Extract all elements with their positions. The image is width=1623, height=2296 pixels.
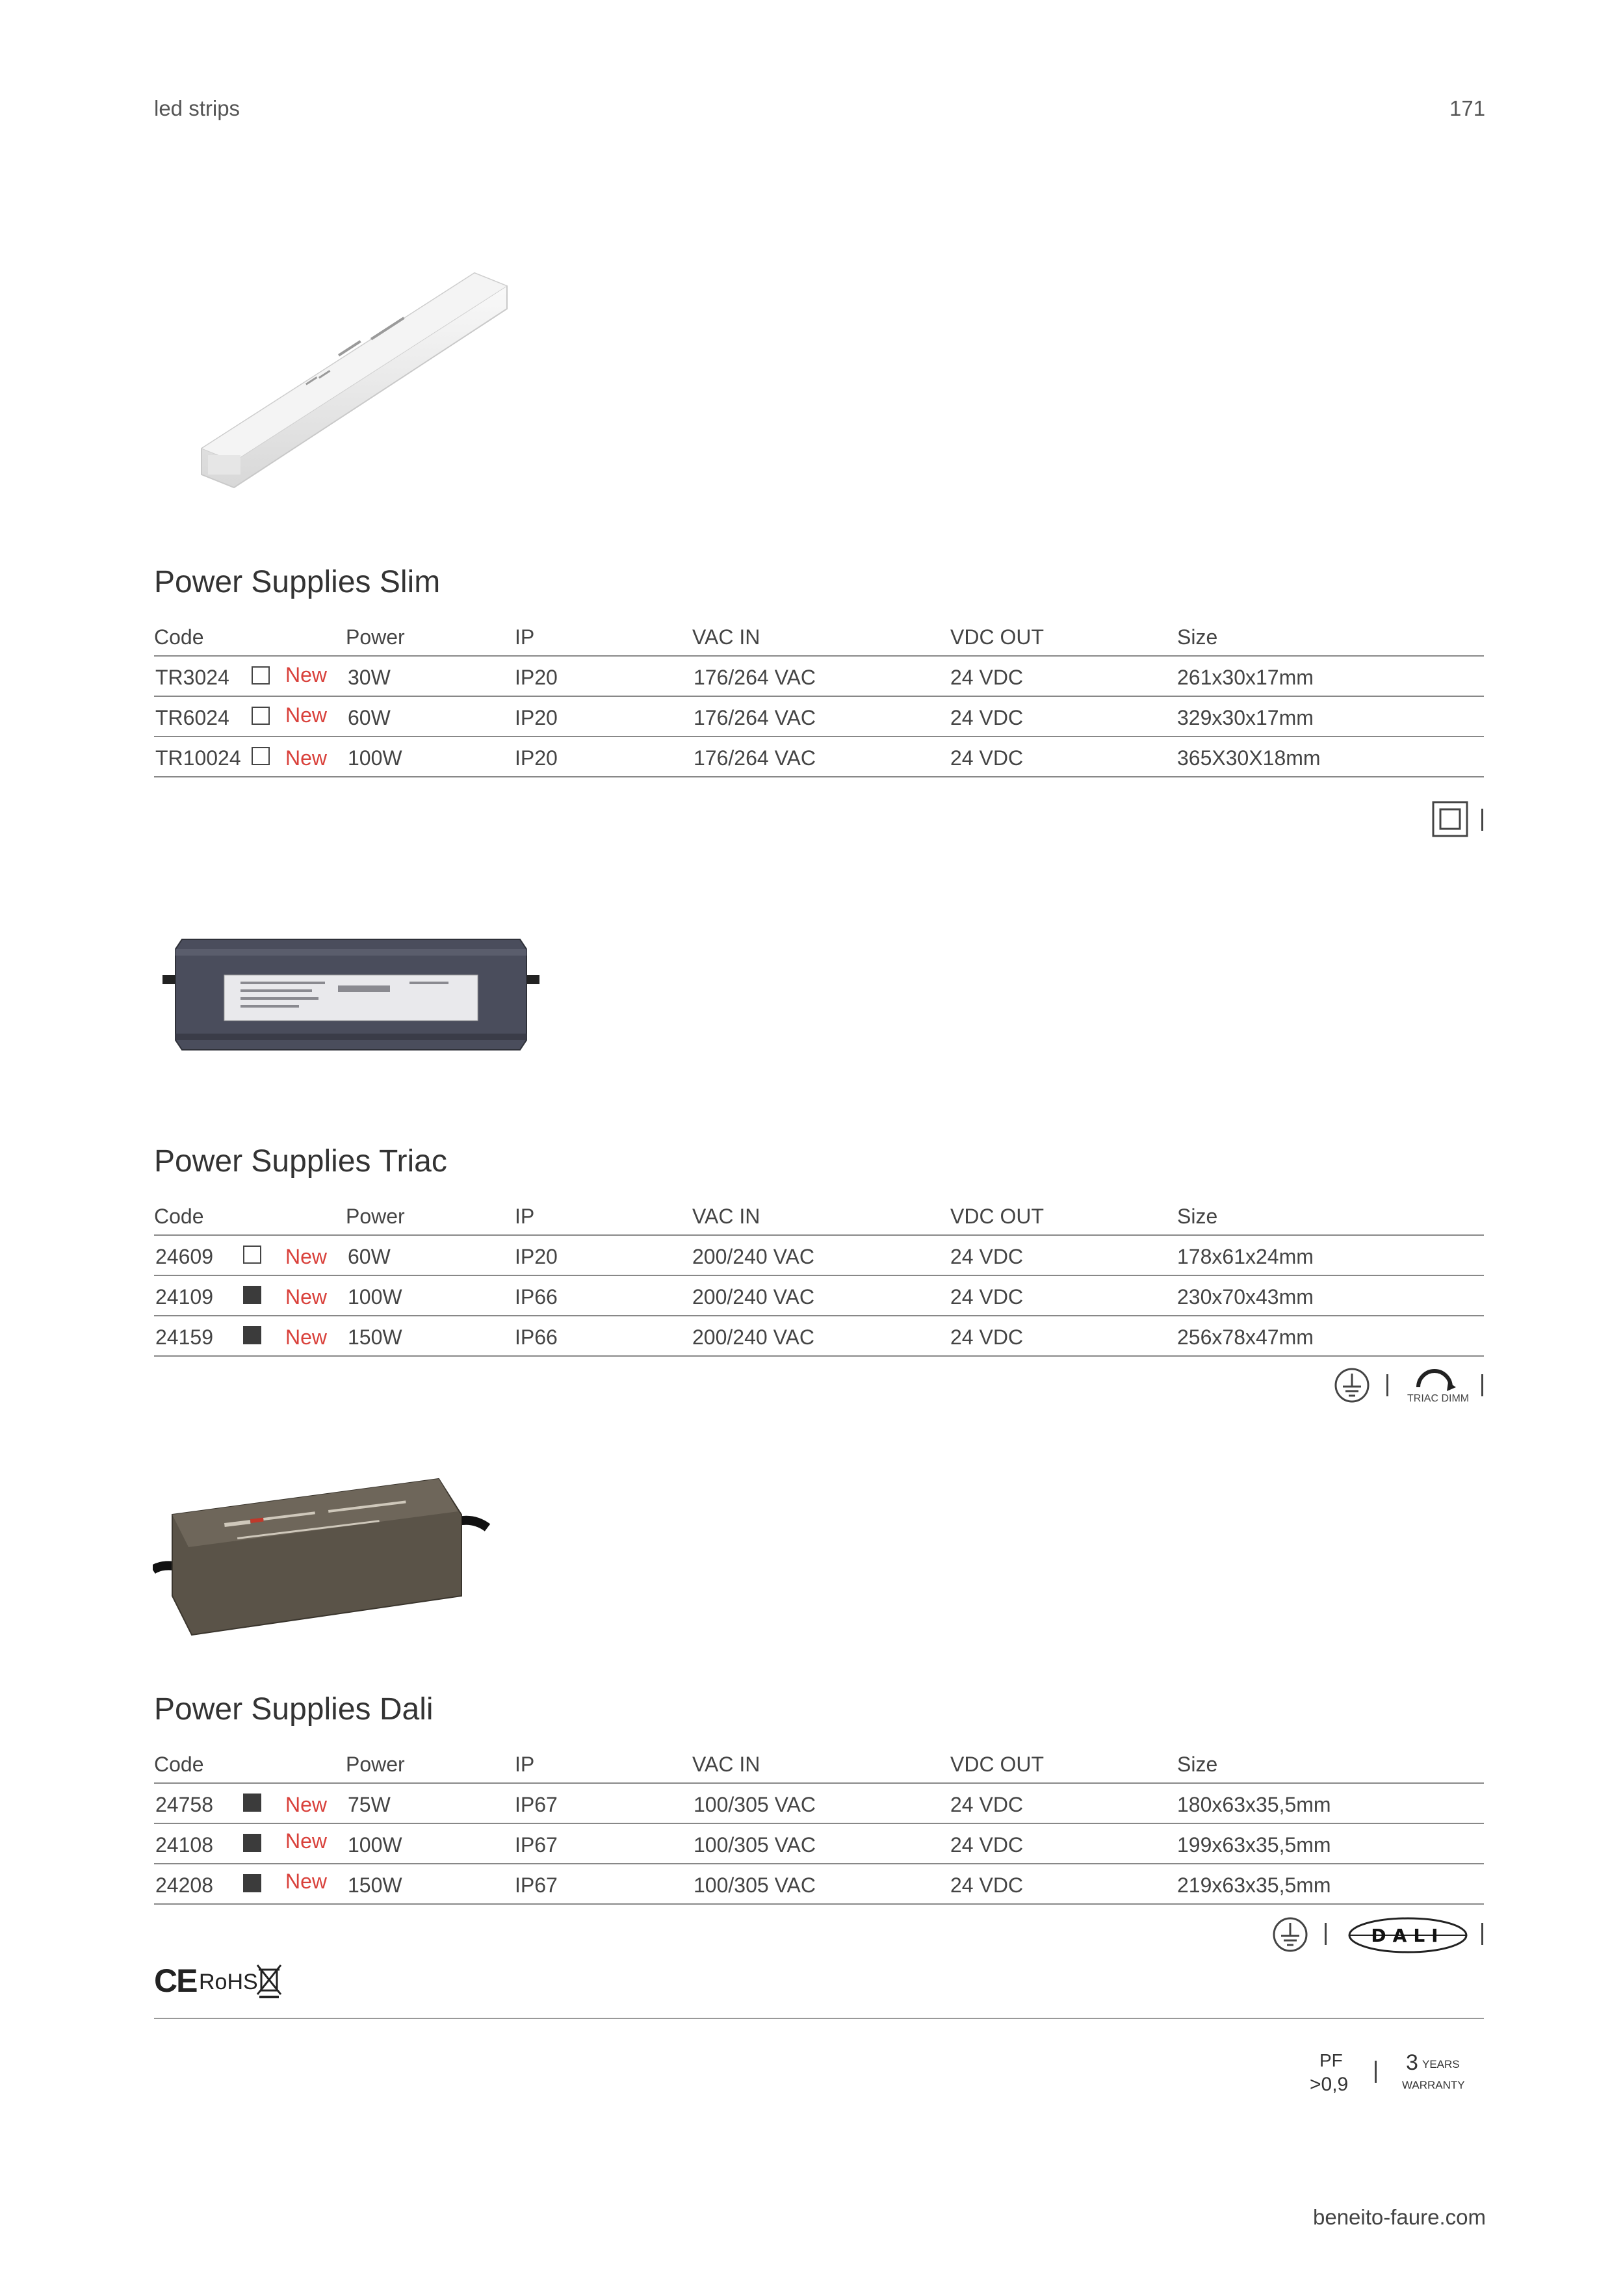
row-vdc: 24 VDC bbox=[950, 746, 1024, 770]
new-badge: New bbox=[285, 1245, 328, 1268]
row-ip: IP20 bbox=[515, 666, 558, 689]
section-title-slim: Power Supplies Slim bbox=[154, 565, 441, 599]
dali-table bbox=[154, 1743, 1484, 1905]
table-header bbox=[154, 1195, 1484, 1236]
row-size: 261x30x17mm bbox=[1177, 666, 1314, 689]
table-row bbox=[154, 657, 1484, 697]
pf-label: PF bbox=[1319, 2050, 1343, 2070]
row-code: 24609 bbox=[155, 1245, 213, 1268]
checkbox-filled-icon bbox=[243, 1794, 261, 1812]
rohs-label: RoHS bbox=[199, 1970, 258, 1994]
row-size: 365X30X18mm bbox=[1177, 746, 1321, 770]
col-size: Size bbox=[1177, 625, 1218, 649]
footer-divider bbox=[154, 2018, 1484, 2019]
section-title-dali: Power Supplies Dali bbox=[154, 1692, 434, 1727]
warranty-word: WARRANTY bbox=[1402, 2079, 1465, 2091]
table-header bbox=[154, 1743, 1484, 1784]
row-code: 24109 bbox=[155, 1285, 213, 1309]
table-row bbox=[154, 1864, 1484, 1905]
new-badge: New bbox=[285, 1285, 328, 1309]
table-row bbox=[154, 1824, 1484, 1864]
section-title-triac: Power Supplies Triac bbox=[154, 1144, 447, 1179]
col-vdc-out: VDC OUT bbox=[950, 1753, 1044, 1776]
row-ip: IP67 bbox=[515, 1793, 558, 1816]
row-vdc: 24 VDC bbox=[950, 1873, 1024, 1897]
checkbox-filled-icon bbox=[243, 1834, 261, 1852]
table-row bbox=[154, 1316, 1484, 1357]
separator bbox=[1481, 1923, 1483, 1945]
separator bbox=[1325, 1923, 1327, 1945]
row-ip: IP20 bbox=[515, 1245, 558, 1268]
row-size: 256x78x47mm bbox=[1177, 1325, 1314, 1349]
row-size: 230x70x43mm bbox=[1177, 1285, 1314, 1309]
row-vdc: 24 VDC bbox=[950, 666, 1024, 689]
col-power: Power bbox=[346, 1205, 405, 1228]
col-code: Code bbox=[154, 1205, 204, 1228]
row-vac: 200/240 VAC bbox=[692, 1325, 814, 1349]
row-code: TR6024 bbox=[155, 706, 229, 729]
row-vac: 100/305 VAC bbox=[694, 1793, 816, 1816]
table-row bbox=[154, 1236, 1484, 1276]
new-badge: New bbox=[285, 1793, 328, 1816]
table-row bbox=[154, 697, 1484, 737]
new-badge: New bbox=[285, 1829, 328, 1853]
table-row bbox=[154, 737, 1484, 777]
row-vac: 200/240 VAC bbox=[692, 1245, 814, 1268]
col-ip: IP bbox=[515, 1205, 535, 1228]
warranty-years: YEARS bbox=[1422, 2058, 1460, 2070]
col-vdc-out: VDC OUT bbox=[950, 625, 1044, 649]
row-vdc: 24 VDC bbox=[950, 706, 1024, 729]
row-power: 100W bbox=[348, 746, 402, 770]
row-size: 219x63x35,5mm bbox=[1177, 1873, 1331, 1897]
row-vdc: 24 VDC bbox=[950, 1325, 1024, 1349]
col-ip: IP bbox=[515, 625, 535, 649]
row-vac: 100/305 VAC bbox=[694, 1833, 816, 1857]
row-vac: 176/264 VAC bbox=[694, 666, 816, 689]
new-badge: New bbox=[285, 703, 328, 727]
triac-table bbox=[154, 1195, 1484, 1357]
triac-dimm-label: TRIAC DIMM bbox=[1407, 1393, 1470, 1404]
row-size: 178x61x24mm bbox=[1177, 1245, 1314, 1268]
row-ip: IP66 bbox=[515, 1285, 558, 1309]
checkbox-outline-icon bbox=[243, 1246, 261, 1264]
row-code: 24208 bbox=[155, 1873, 213, 1897]
separator bbox=[1386, 1374, 1388, 1396]
earth-ground-icon bbox=[1334, 1367, 1370, 1403]
triac-power-supply-image bbox=[162, 930, 539, 1060]
table-header bbox=[154, 616, 1484, 657]
separator bbox=[1481, 809, 1483, 831]
row-ip: IP66 bbox=[515, 1325, 558, 1349]
row-vac: 200/240 VAC bbox=[692, 1285, 814, 1309]
pf-value: >0,9 bbox=[1310, 2074, 1349, 2095]
new-badge: New bbox=[285, 1870, 328, 1893]
new-badge: New bbox=[285, 1325, 328, 1349]
row-power: 100W bbox=[348, 1833, 402, 1857]
row-ip: IP67 bbox=[515, 1873, 558, 1897]
row-vdc: 24 VDC bbox=[950, 1833, 1024, 1857]
row-power: 60W bbox=[348, 1245, 391, 1268]
weee-bin-icon bbox=[255, 1963, 283, 2000]
checkbox-filled-icon bbox=[243, 1326, 261, 1344]
row-code: TR10024 bbox=[155, 746, 241, 770]
separator bbox=[1375, 2061, 1377, 2083]
col-vac-in: VAC IN bbox=[692, 1753, 760, 1776]
col-power: Power bbox=[346, 1753, 405, 1776]
row-power: 150W bbox=[348, 1325, 402, 1349]
row-size: 329x30x17mm bbox=[1177, 706, 1314, 729]
row-size: 199x63x35,5mm bbox=[1177, 1833, 1331, 1857]
footer-website[interactable]: beneito-faure.com bbox=[1313, 2205, 1486, 2229]
checkbox-outline-icon bbox=[252, 707, 270, 725]
col-vac-in: VAC IN bbox=[692, 1205, 760, 1228]
slim-power-supply-image bbox=[188, 260, 513, 507]
row-power: 150W bbox=[348, 1873, 402, 1897]
checkbox-filled-icon bbox=[243, 1874, 261, 1892]
row-power: 75W bbox=[348, 1793, 391, 1816]
dali-icon bbox=[1347, 1916, 1468, 1954]
checkbox-filled-icon bbox=[243, 1286, 261, 1304]
row-vdc: 24 VDC bbox=[950, 1793, 1024, 1816]
col-vdc-out: VDC OUT bbox=[950, 1205, 1044, 1228]
header-section: led strips bbox=[154, 96, 240, 120]
warranty-number: 3 bbox=[1406, 2050, 1418, 2075]
table-row bbox=[154, 1276, 1484, 1316]
col-size: Size bbox=[1177, 1753, 1218, 1776]
checkbox-outline-icon bbox=[252, 666, 270, 685]
row-ip: IP20 bbox=[515, 706, 558, 729]
row-code: 24108 bbox=[155, 1833, 213, 1857]
col-power: Power bbox=[346, 625, 405, 649]
row-vac: 100/305 VAC bbox=[694, 1873, 816, 1897]
row-vac: 176/264 VAC bbox=[694, 746, 816, 770]
col-code: Code bbox=[154, 1753, 204, 1776]
col-size: Size bbox=[1177, 1205, 1218, 1228]
col-code: Code bbox=[154, 625, 204, 649]
row-ip: IP67 bbox=[515, 1833, 558, 1857]
new-badge: New bbox=[285, 663, 328, 686]
row-power: 30W bbox=[348, 666, 391, 689]
table-row bbox=[154, 1784, 1484, 1824]
slim-table bbox=[154, 616, 1484, 777]
page-number: 171 bbox=[1449, 96, 1486, 120]
row-power: 60W bbox=[348, 706, 391, 729]
row-code: 24758 bbox=[155, 1793, 213, 1816]
col-vac-in: VAC IN bbox=[692, 625, 760, 649]
earth-ground-icon bbox=[1272, 1916, 1308, 1953]
dali-power-supply-image bbox=[153, 1466, 491, 1661]
row-vac: 176/264 VAC bbox=[694, 706, 816, 729]
row-ip: IP20 bbox=[515, 746, 558, 770]
dali-label: DALI bbox=[1371, 1925, 1445, 1946]
col-ip: IP bbox=[515, 1753, 535, 1776]
row-code: 24159 bbox=[155, 1325, 213, 1349]
checkbox-outline-icon bbox=[252, 747, 270, 765]
row-power: 100W bbox=[348, 1285, 402, 1309]
row-vdc: 24 VDC bbox=[950, 1285, 1024, 1309]
ce-mark-icon: CE bbox=[154, 1963, 197, 1999]
row-vdc: 24 VDC bbox=[950, 1245, 1024, 1268]
separator bbox=[1481, 1374, 1483, 1396]
row-size: 180x63x35,5mm bbox=[1177, 1793, 1331, 1816]
row-code: TR3024 bbox=[155, 666, 229, 689]
double-insulation-icon bbox=[1432, 801, 1468, 837]
new-badge: New bbox=[285, 746, 328, 770]
